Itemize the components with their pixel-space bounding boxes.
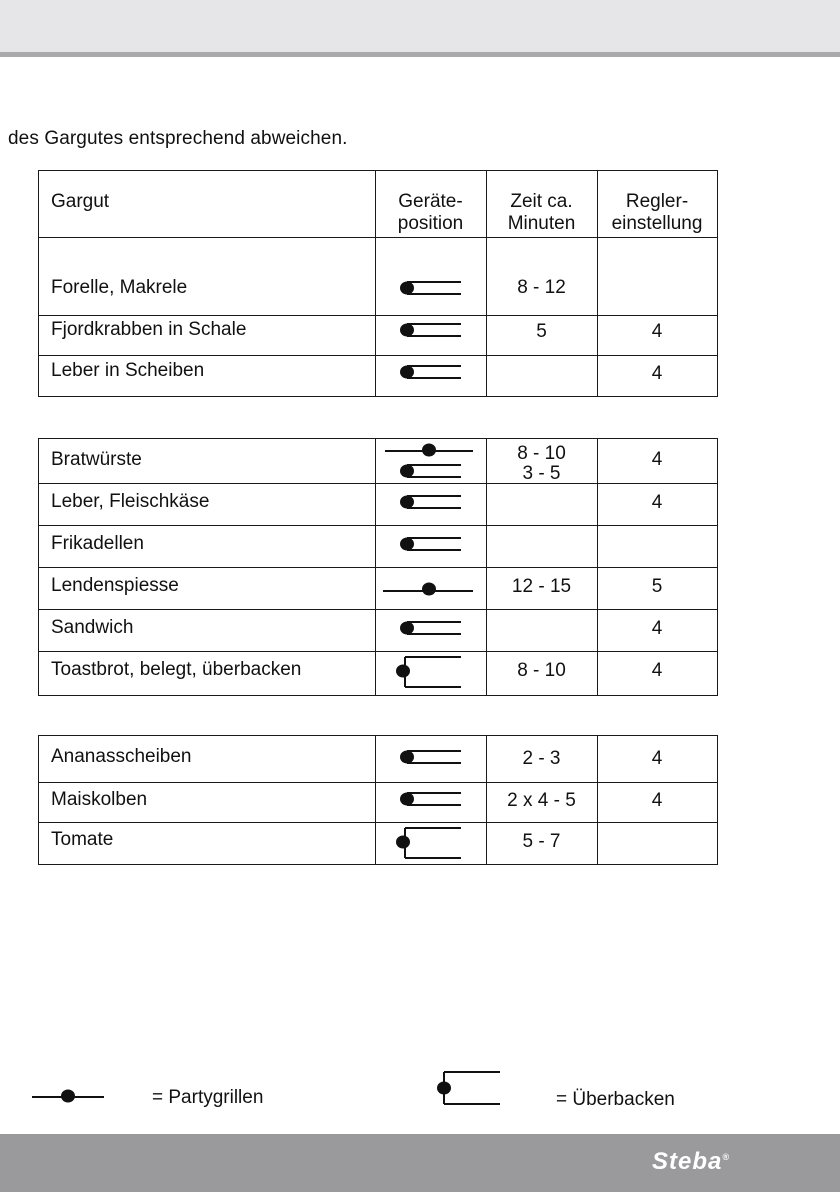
time-value: 5 <box>536 321 547 342</box>
setting-value: 4 <box>651 449 663 470</box>
food-name: Bratwürste <box>51 449 142 470</box>
ueberbacken-icon <box>393 824 467 862</box>
table-1 <box>38 170 718 397</box>
time-value: 12 - 15 <box>511 576 572 597</box>
setting-value: 4 <box>651 790 663 811</box>
partygrill-icon <box>381 575 475 599</box>
time-value: 8 - 10 <box>517 660 566 681</box>
grill-position-icon <box>397 319 467 343</box>
legend-partygrill-label: = Partygrillen <box>152 1087 264 1108</box>
setting-value: 4 <box>651 660 663 681</box>
table-3 <box>38 735 718 865</box>
partygrill-and-grill-icon <box>383 439 475 483</box>
intro-text: des Gargutes entsprechend abweichen. <box>8 128 348 149</box>
time-value: 2 - 3 <box>522 748 561 769</box>
time-value-2: 3 - 5 <box>522 463 561 484</box>
partygrill-legend-icon <box>30 1086 106 1108</box>
grill-position-icon <box>397 746 467 770</box>
food-name: Forelle, Makrele <box>51 277 188 298</box>
header-gargut: Gargut <box>51 191 110 212</box>
header-position: Geräte- position <box>397 191 464 234</box>
header-divider <box>0 52 840 57</box>
time-value: 2 x 4 - 5 <box>507 790 576 811</box>
food-name: Fjordkrabben in Schale <box>51 319 247 340</box>
grill-position-icon <box>397 788 467 812</box>
grill-position-icon <box>397 361 467 385</box>
grill-position-icon <box>397 617 467 641</box>
food-name: Tomate <box>51 829 114 850</box>
setting-value: 5 <box>651 576 663 597</box>
footer-bar <box>0 1134 840 1192</box>
food-name: Toastbrot, belegt, überbacken <box>51 659 302 680</box>
grill-position-icon <box>397 533 467 557</box>
legend-ueberbacken-label: = Überbacken <box>556 1089 675 1110</box>
food-name: Sandwich <box>51 617 134 638</box>
header-regler: Regler- einstellung <box>611 191 703 234</box>
setting-value: 4 <box>651 618 663 639</box>
time-value: 8 - 12 <box>517 277 566 298</box>
setting-value: 4 <box>651 748 663 769</box>
setting-value: 4 <box>651 321 663 342</box>
header-zeit: Zeit ca. Minuten <box>507 191 576 234</box>
food-name: Ananasscheiben <box>51 746 192 767</box>
food-name: Leber in Scheiben <box>51 360 205 381</box>
setting-value: 4 <box>651 363 663 384</box>
header-bar <box>0 0 840 52</box>
grill-position-icon <box>397 277 467 301</box>
time-value: 8 - 10 <box>517 443 566 464</box>
ueberbacken-icon <box>393 653 467 691</box>
time-value: 5 - 7 <box>522 831 561 852</box>
food-name: Leber, Fleischkäse <box>51 491 210 512</box>
food-name: Maiskolben <box>51 789 148 810</box>
food-name: Frikadellen <box>51 533 144 554</box>
food-name: Lendenspiesse <box>51 575 179 596</box>
steba-logo: Steba® <box>652 1148 730 1175</box>
setting-value: 4 <box>651 492 663 513</box>
ueberbacken-legend-icon <box>434 1068 502 1108</box>
table-2 <box>38 438 718 696</box>
grill-position-icon <box>397 491 467 515</box>
